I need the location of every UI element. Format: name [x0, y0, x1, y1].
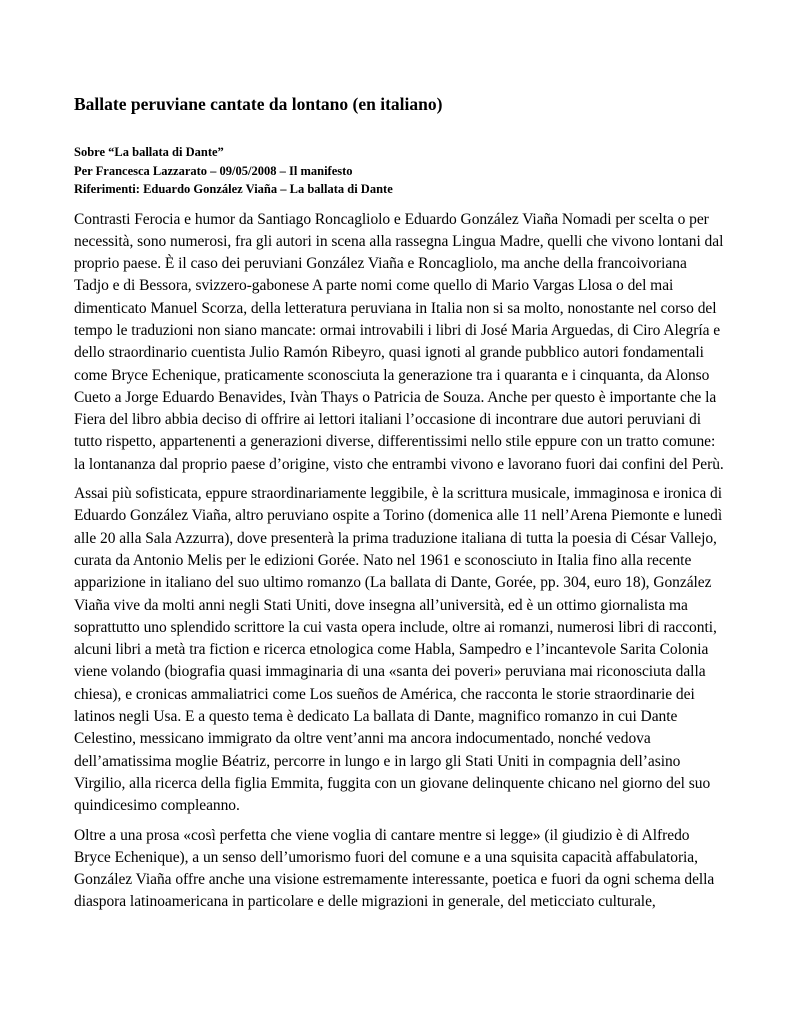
meta-author-date-source: Per Francesca Lazzarato – 09/05/2008 – Il manifesto [74, 163, 353, 178]
article-metadata [74, 143, 724, 199]
body-paragraph-1: Contrasti Ferocia e humor da Santiago Roncagliolo e Eduardo González Viaña Nomadi per scelta o per necessità, sono numerosi, fra gli autori in scena alla rassegna Lingua Madre, quelli che vivono lontani dal proprio paese. È il caso dei peruviani González Viaña e Roncagliolo, ma anche della francoivoriana Tadjo e di Bessora, svizzero-gabonese A parte nomi come quello di Mario Vargas Llosa o del mai dimenticato Manuel Scorza, della letteratura peruviana in Italia non si sa molto, nonostante nel corso del tempo le traduzioni non siano mancate: ormai introvabili i libri di José Maria Arguedas, di Ciro Alegría e dello straordinario cuentista Julio Ramón Ribeyro, quasi ignoti al grande pubblico autori fondamentali come Bryce Echenique, praticamente sconosciuta la generazione tra i quaranta e i cinquanta, da Alonso Cueto a Jorge Eduardo Benavides, Ivàn Thays o Patricia de Souza. Anche per questo è importante che la Fiera del libro abbia deciso di offrire ai lettori italiani l’occasione di incontrare due autori peruviani di tutto rispetto, appartenenti a generazioni diverse, differentissimi nello stile eppure con un tratto comune: la lontananza dal proprio paese d’origine, visto che entrambi vivono e lavorano fuori dai confini del Perù. [74, 210, 724, 473]
document-title: Ballate peruviane cantate da lontano (en italiano) [74, 94, 443, 114]
meta-subject: Sobre “La ballata di Dante” [74, 145, 224, 159]
body-paragraph-3: Oltre a una prosa «così perfetta che viene voglia di cantare mentre si legge» (il giudizio è di Alfredo Bryce Echenique), a un senso dell’umorismo fuori del comune e a una squisita capacità affabulatoria, González Viaña offre anche una visione estremamente interessante, poetica e fuori da ogni schema della diaspora latinoamericana in particolare e delle migrazioni in generale, del meticciato culturale, [74, 826, 715, 911]
body-paragraph-2: Assai più sofisticata, eppure straordinariamente leggibile, è la scrittura musicale, immaginosa e ironica di Eduardo González Viaña, altro peruviano ospite a Torino (domenica alle 11 nell’Arena Piemonte e lunedì alle 20 alla Sala Azzurra), dove presenterà la prima traduzione italiana di tutta la poesia di César Vallejo, curata da Antonio Melis per le edizioni Gorée. Nato nel 1961 e sconosciuto in Italia fino alla recente apparizione in italiano del suo ultimo romanzo (La ballata di Dante, Gorée, pp. 304, euro 18), González Viaña vive da molti anni negli Stati Uniti, dove insegna all’università, ed è un ottimo giornalista ma soprattutto uno splendido scrittore la cui vasta opera include, oltre ai romanzi, numerosi libri di racconti, alcuni libri a metà tra fiction e ricerca etnologica come Habla, Sampedro e l’incantevole Sarita Colonia viene volando (biografia quasi immaginaria di una «santa dei poveri» peruviana mai riconosciuta dalla chiesa), e cronicas ammaliatrici come Los sueños de América, che racconta le storie straordinarie dei latinos negli Usa. E a questo tema è dedicato La ballata di Dante, magnifico romanzo in cui Dante Celestino, messicano immigrato da oltre vent’anni ma ancora indocumentado, nonché vedova dell’amatissima moglie Béatriz, percorre in lungo e in largo gli Stati Uniti in compagnia dell’asino Virgilio, alla ricerca della figlia Emmita, fuggita con un giovane delinquente chicano nel giorno del suo quindicesimo compleanno. [74, 485, 723, 815]
meta-references: Riferimenti: Eduardo González Viaña – La ballata di Dante [74, 182, 393, 196]
document-page [74, 92, 724, 921]
